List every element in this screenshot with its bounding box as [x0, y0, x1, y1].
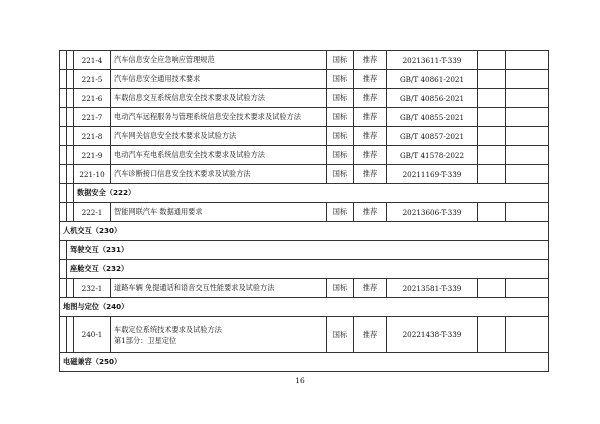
gutter-cell [60, 317, 67, 353]
gutter-cell [60, 70, 67, 89]
standards-table [59, 50, 549, 372]
standard-nature: 推荐 [354, 165, 387, 184]
standard-number: 20213581-T-339 [387, 279, 478, 298]
standard-number: GB/T 40855-2021 [387, 108, 478, 127]
section-row [60, 184, 549, 203]
empty-cell [506, 317, 549, 353]
standard-number: 20213611-T-339 [387, 51, 478, 70]
standard-name: 汽车信息安全应急响应管理规范 [111, 51, 327, 70]
standard-name: 车载信息交互系统信息安全技术要求及试验方法 [111, 89, 327, 108]
standard-class: 国标 [327, 51, 354, 70]
standard-number: GB/T 40856-2021 [387, 89, 478, 108]
gutter-cell [67, 317, 74, 353]
standard-number: 20211169-T-339 [387, 165, 478, 184]
table-row [60, 127, 549, 146]
standard-nature: 推荐 [354, 108, 387, 127]
empty-cell [478, 203, 506, 222]
standard-number: GB/T 40861-2021 [387, 70, 478, 89]
section-title-231: 驾驶交互（231） [67, 241, 549, 260]
standard-class: 国标 [327, 70, 354, 89]
standard-name: 汽车诊断接口信息安全技术要求及试验方法 [111, 165, 327, 184]
table-row [60, 108, 549, 127]
standard-name: 道路车辆 免提通话和语音交互性能要求及试验方法 [111, 279, 327, 298]
empty-cell [478, 127, 506, 146]
gutter-cell [60, 51, 67, 70]
gutter-cell [60, 127, 67, 146]
gutter-cell [67, 146, 74, 165]
section-row [60, 222, 549, 241]
gutter-cell [67, 203, 74, 222]
standard-name: 汽车信息安全通用技术要求 [111, 70, 327, 89]
empty-cell [478, 279, 506, 298]
table-row [60, 165, 549, 184]
gutter-cell [60, 241, 67, 260]
standard-class: 国标 [327, 89, 354, 108]
gutter-cell [67, 108, 74, 127]
table-row [60, 89, 549, 108]
standard-class: 国标 [327, 165, 354, 184]
section-title-250: 电磁兼容（250） [60, 353, 549, 372]
standard-class: 国标 [327, 279, 354, 298]
standard-code: 221-9 [74, 146, 111, 165]
standard-class: 国标 [327, 203, 354, 222]
empty-cell [506, 279, 549, 298]
standard-code: 221-10 [74, 165, 111, 184]
standard-class: 国标 [327, 317, 354, 353]
empty-cell [506, 51, 549, 70]
standard-code: 221-4 [74, 51, 111, 70]
standard-nature: 推荐 [354, 89, 387, 108]
table-row [60, 279, 549, 298]
standard-number: GB/T 40857-2021 [387, 127, 478, 146]
gutter-cell [67, 51, 74, 70]
empty-cell [506, 203, 549, 222]
standard-code: 221-5 [74, 70, 111, 89]
gutter-cell [60, 279, 67, 298]
gutter-cell [67, 279, 74, 298]
standard-class: 国标 [327, 146, 354, 165]
standard-nature: 推荐 [354, 70, 387, 89]
table-row [60, 146, 549, 165]
standard-nature: 推荐 [354, 51, 387, 70]
empty-cell [478, 51, 506, 70]
standard-name: 电动汽车充电系统信息安全技术要求及试验方法 [111, 146, 327, 165]
table-row [60, 51, 549, 70]
standard-nature: 推荐 [354, 279, 387, 298]
standard-nature: 推荐 [354, 317, 387, 353]
standard-code: 240-1 [74, 317, 111, 353]
standard-nature: 推荐 [354, 146, 387, 165]
standard-number: 20213606-T-339 [387, 203, 478, 222]
page-number: 16 [295, 376, 305, 385]
section-title-222: 数据安全（222） [74, 184, 549, 203]
standard-code: 221-8 [74, 127, 111, 146]
standard-name-multiline [111, 317, 327, 353]
gutter-cell [60, 203, 67, 222]
section-title-232: 座舱交互（232） [67, 260, 549, 279]
empty-cell [478, 317, 506, 353]
gutter-cell [60, 146, 67, 165]
empty-cell [478, 165, 506, 184]
standard-code: 221-6 [74, 89, 111, 108]
standard-code: 222-1 [74, 203, 111, 222]
section-row [60, 353, 549, 372]
standard-class: 国标 [327, 108, 354, 127]
table-row [60, 70, 549, 89]
gutter-cell [60, 165, 67, 184]
standard-name: 电动汽车远程服务与管理系统信息安全技术要求及试验方法 [111, 108, 327, 127]
section-row [60, 241, 549, 260]
gutter-cell [60, 260, 67, 279]
standard-name-line-1: 车载定位系统技术要求及试验方法 [114, 324, 222, 334]
empty-cell [478, 70, 506, 89]
standard-nature: 推荐 [354, 203, 387, 222]
gutter-cell [67, 127, 74, 146]
gutter-cell [60, 184, 67, 203]
section-title-240: 地图与定位（240） [60, 298, 549, 317]
gutter-cell [67, 184, 74, 203]
standard-number: 20221438-T-339 [387, 317, 478, 353]
table-row [60, 317, 549, 353]
gutter-cell [60, 108, 67, 127]
section-row [60, 260, 549, 279]
standard-class: 国标 [327, 127, 354, 146]
empty-cell [478, 108, 506, 127]
gutter-cell [67, 165, 74, 184]
gutter-cell [67, 70, 74, 89]
standard-number: GB/T 41578-2022 [387, 146, 478, 165]
empty-cell [506, 89, 549, 108]
gutter-cell [60, 89, 67, 108]
standard-nature: 推荐 [354, 127, 387, 146]
section-title-230: 人机交互（230） [60, 222, 549, 241]
empty-cell [506, 70, 549, 89]
standard-code: 232-1 [74, 279, 111, 298]
table-row [60, 203, 549, 222]
standard-name: 智能网联汽车 数据通用要求 [111, 203, 327, 222]
standard-name: 汽车网关信息安全技术要求及试验方法 [111, 127, 327, 146]
standard-name-line-2: 第1部分：卫星定位 [114, 335, 177, 345]
empty-cell [506, 108, 549, 127]
empty-cell [478, 89, 506, 108]
section-row [60, 298, 549, 317]
empty-cell [506, 127, 549, 146]
empty-cell [506, 146, 549, 165]
standard-code: 221-7 [74, 108, 111, 127]
gutter-cell [67, 89, 74, 108]
empty-cell [478, 146, 506, 165]
empty-cell [506, 165, 549, 184]
